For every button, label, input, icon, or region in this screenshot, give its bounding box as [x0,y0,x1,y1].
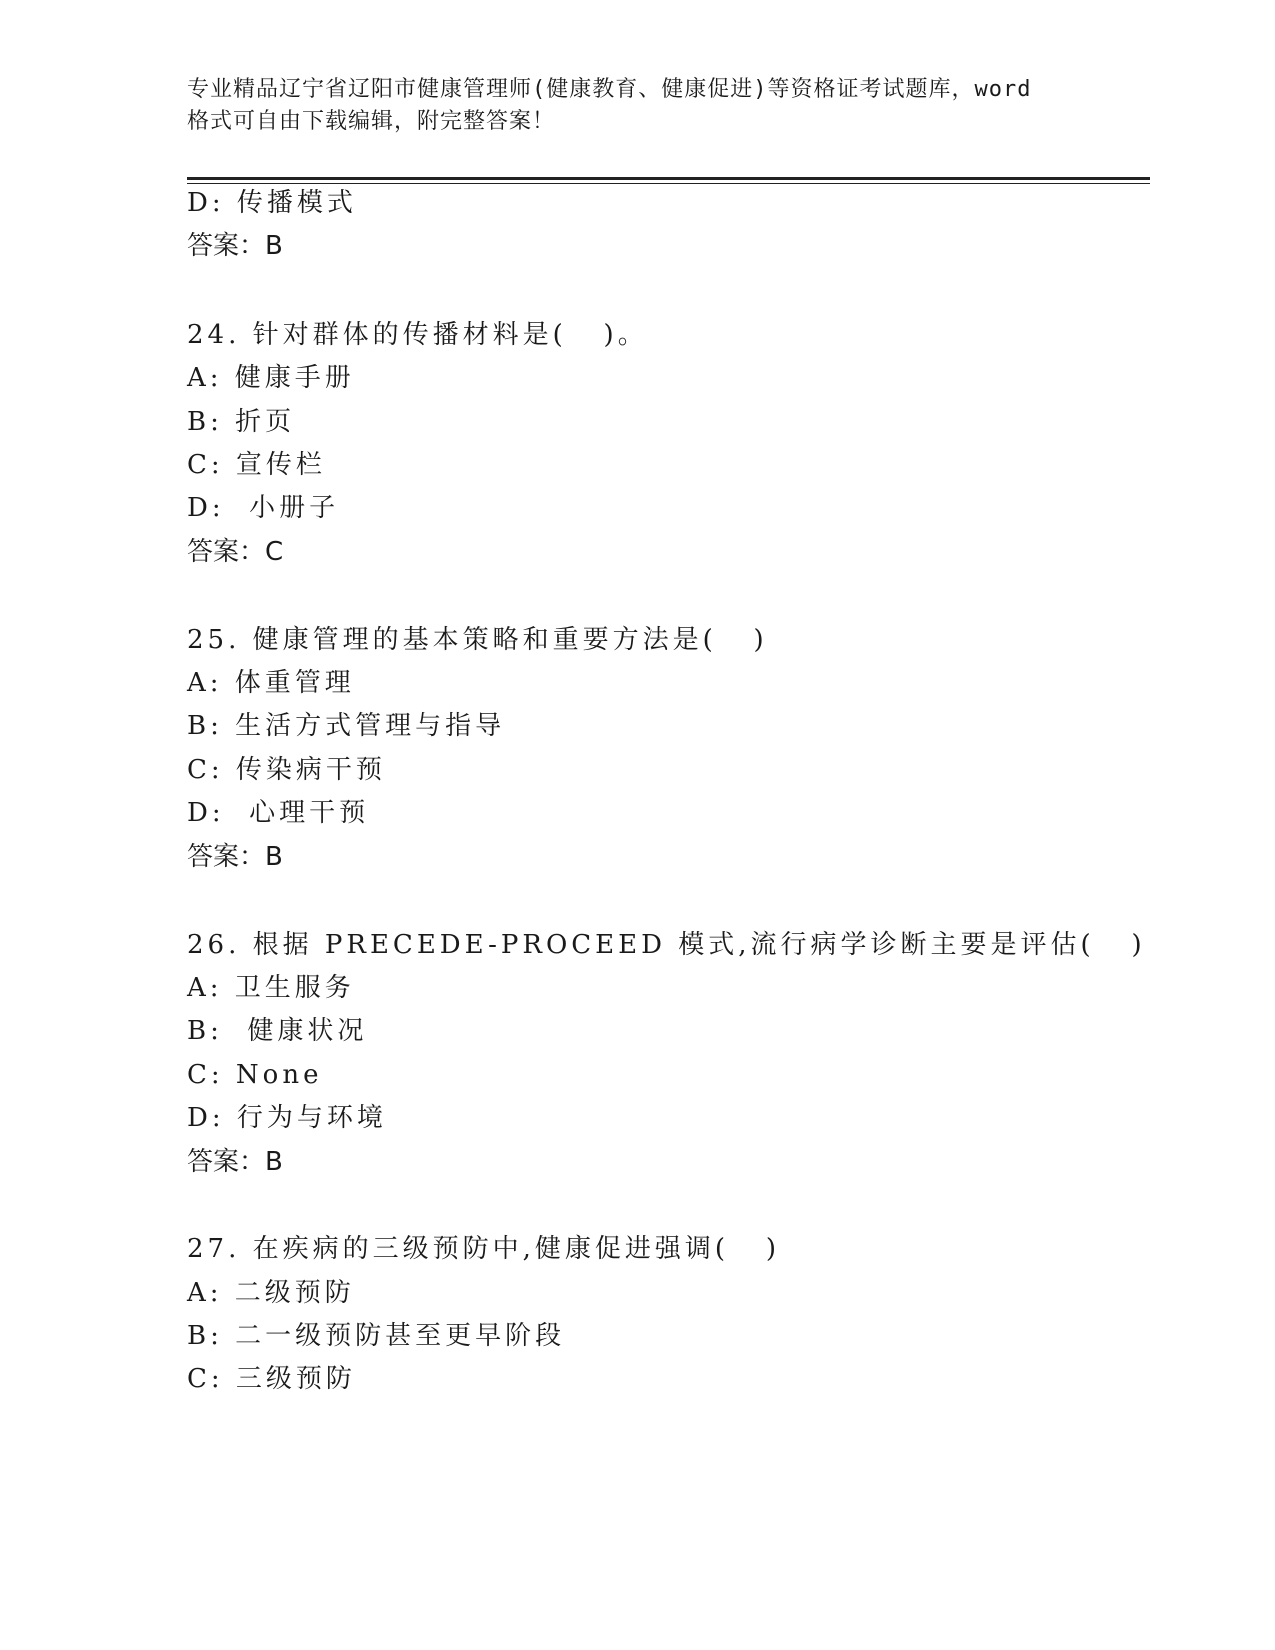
q27-option-b: B: 二一级预防甚至更早阶段 [187,1321,566,1351]
q25-question: 25. 健康管理的基本策略和重要方法是( ) [187,625,768,655]
q25-answer: 答案：B [187,842,283,872]
header-line-1: 专业精品辽宁省辽阳市健康管理师(健康教育、健康促进)等资格证考试题库，word [187,77,1032,102]
q24-option-a: A: 健康手册 [187,363,355,393]
q25-option-a: A: 体重管理 [187,668,355,698]
q26-option-d: D: 行为与环境 [187,1103,387,1133]
header-divider-thin [187,183,1150,184]
q25-option-d: D: 心理干预 [187,798,370,828]
header-divider [187,177,1150,180]
q27-option-a: A: 二级预防 [187,1278,355,1308]
q25-option-c: C: 传染病干预 [187,755,386,785]
q24-option-c: C: 宣传栏 [187,450,326,480]
q26-question: 26. 根据 PRECEDE-PROCEED 模式,流行病学诊断主要是评估( ) [187,930,1146,960]
q27-option-c: C: 三级预防 [187,1364,356,1394]
q27-question: 27. 在疾病的三级预防中,健康促进强调( ) [187,1234,780,1264]
q26-answer: 答案：B [187,1147,283,1177]
q23-answer: 答案：B [187,231,283,261]
q26-option-c: C: None [187,1060,323,1090]
header-line-2: 格式可自由下载编辑，附完整答案！ [187,109,556,134]
q23-option-d: D: 传播模式 [187,188,357,218]
q24-option-b: B: 折页 [187,407,296,437]
q24-question: 24. 针对群体的传播材料是( )。 [187,320,648,350]
q26-option-b: B: 健康状况 [187,1016,368,1046]
q24-answer: 答案：C [187,537,284,567]
q25-option-b: B: 生活方式管理与指导 [187,711,506,741]
q24-option-d: D: 小册子 [187,493,340,523]
document-header [187,74,1107,138]
q26-option-a: A: 卫生服务 [187,973,355,1003]
